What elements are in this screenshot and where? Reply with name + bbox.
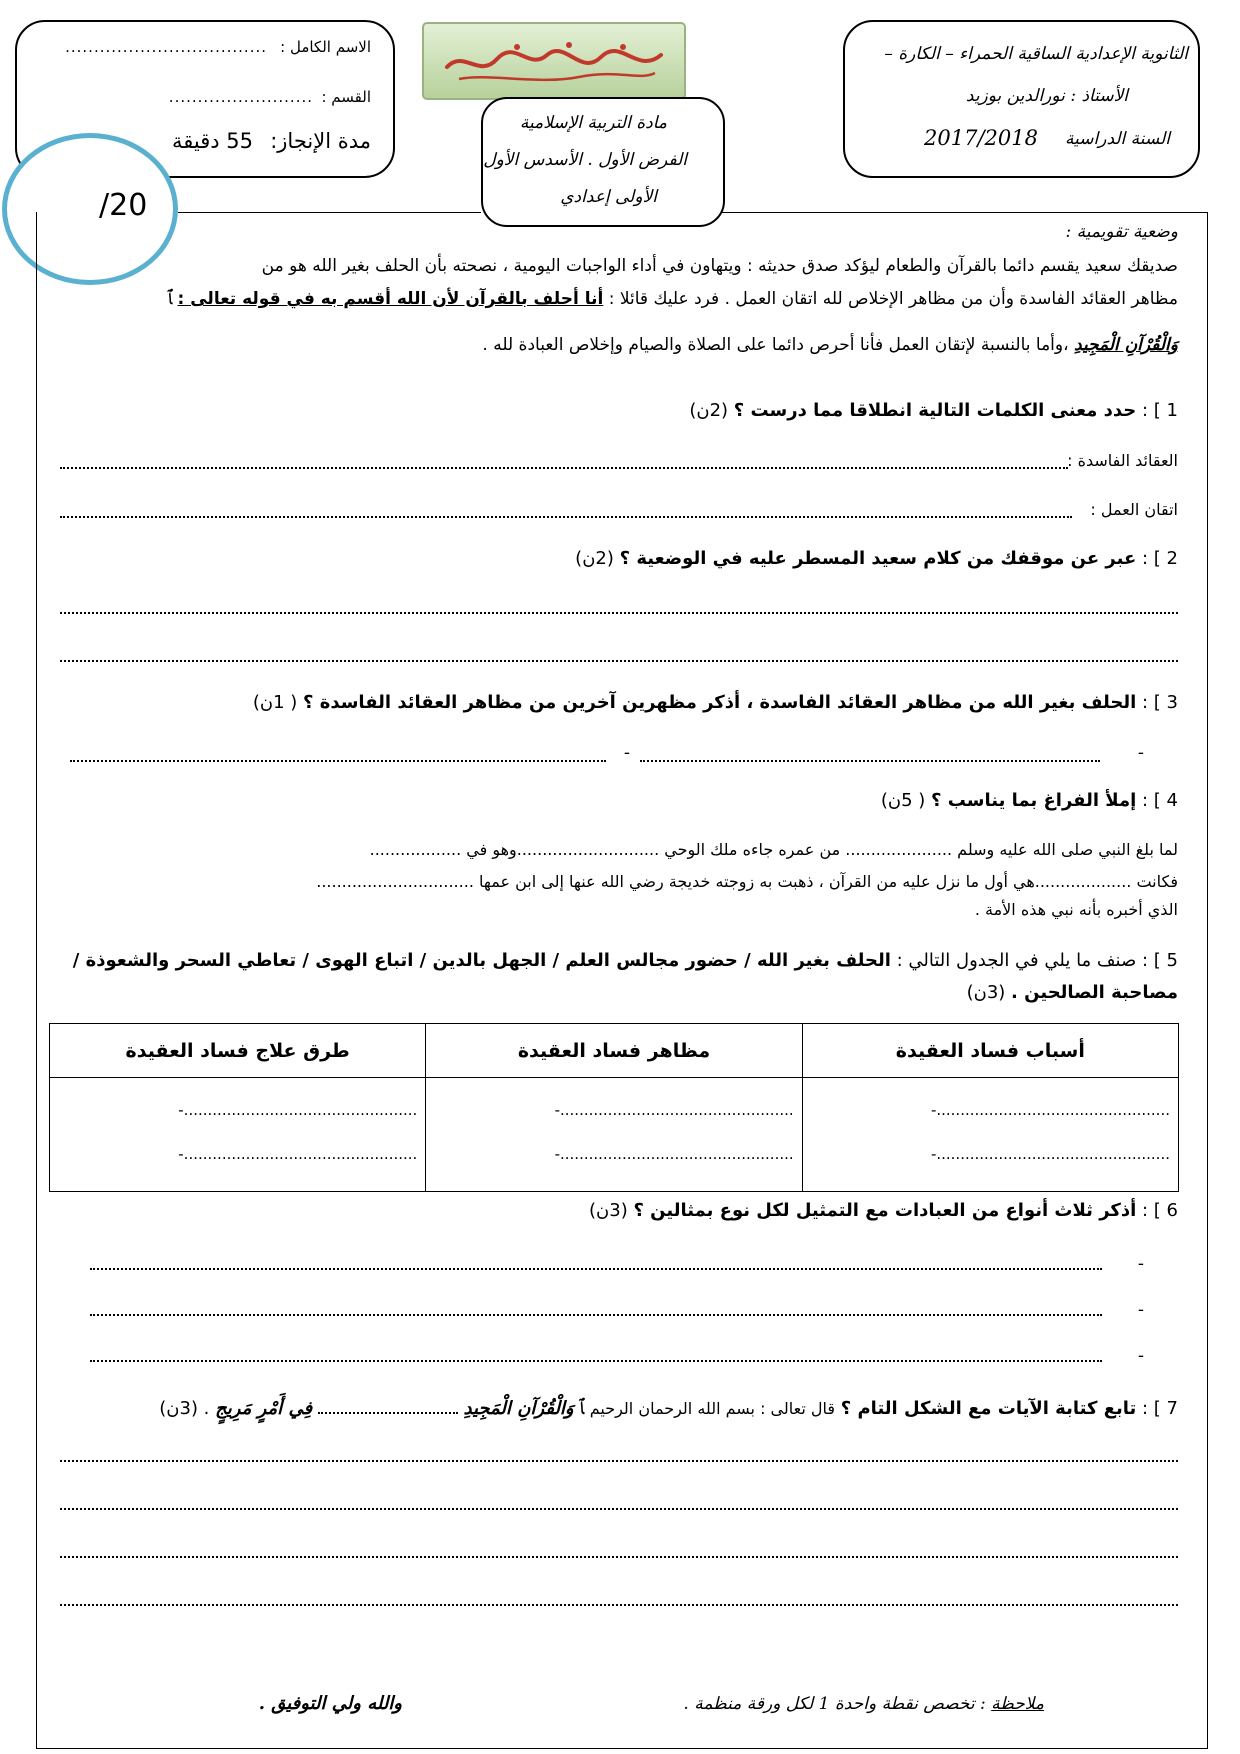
question-7-verse-start: وَالْقُرْآنِ الْمَجِيدِ	[463, 1398, 574, 1419]
quran-glyph-icon: ﭑ	[167, 289, 173, 309]
header-fix-methods: طرق علاج فساد العقيدة	[50, 1024, 426, 1078]
question-4-text: إملأ الفراغ بما يناسب ؟	[931, 790, 1137, 811]
q2-answer-line-2[interactable]	[60, 660, 1178, 662]
classification-table	[49, 1023, 1179, 1192]
question-3-text: الحلف بغير الله من مظاهر العقائد الفاسدة ، أذكر مظهرين آخرين من مظاهر العقائد الفاسدة ؟	[303, 692, 1137, 713]
quran-glyph-icon: ﭑ	[579, 1398, 584, 1419]
closing-text: والله ولي التوفيق .	[258, 1693, 402, 1714]
situation-title: وضعية تقويمية :	[1065, 222, 1178, 242]
duration-label: مدة الإنجاز:	[270, 129, 371, 153]
main-frame-top	[178, 212, 481, 213]
question-7-intro: قال تعالى : بسم الله الرحمان الرحيم	[589, 1399, 836, 1418]
footer-note-label: ملاحظة	[991, 1694, 1044, 1714]
question-7-verse-end: فِي أَمْرٍ مَرِيجٍ	[215, 1398, 313, 1419]
question-7-text: تابع كتابة الآيات مع الشكل التام ؟	[840, 1398, 1137, 1419]
q1-item-2-answer-line[interactable]	[60, 516, 1072, 518]
teacher-name: الأستاذ : نورالدين بوزيد	[965, 86, 1128, 106]
situation-verse: وَالْقُرْآنِ الْمَجِيدِ	[1074, 335, 1178, 355]
bismillah-calligraphy-icon	[419, 19, 689, 103]
question-2-number: 2 ] :	[1142, 548, 1178, 569]
question-5-items: الحلف بغير الله / حضور مجالس العلم / الجهل بالدين / اتباع الهوى / تعاطي السحر والشعوذة /	[72, 950, 891, 971]
question-2-text: عبر عن موقفك من كلام سعيد المسطر عليه في الوضعية ؟	[619, 548, 1137, 569]
situation-line-1: صديقك سعيد يقسم دائما بالقرآن والطعام ليؤكد صدق حديثه : ويتهاون في أداء الواجبات اليومية ، نصحته بأن الحلف بغير الله هو من	[261, 256, 1178, 276]
question-5-line-2	[967, 982, 1178, 1003]
school-year-label: السنة الدراسية	[1065, 129, 1170, 149]
situation-quote: أنا أحلف بالقرآن لأن الله أقسم به في قوله تعالى :	[177, 289, 604, 309]
question-2	[575, 548, 1178, 569]
q6-dash-3: -	[1137, 1346, 1144, 1366]
main-frame	[36, 212, 1208, 1749]
cell-line[interactable]: -.................................................	[178, 1101, 418, 1119]
q6-dash-1: -	[1137, 1254, 1144, 1274]
bismillah-logo	[419, 19, 689, 103]
question-6-points: (3ن)	[588, 1200, 628, 1221]
question-5-items-2: مصاحبة الصالحين .	[1011, 982, 1178, 1003]
cell-line[interactable]: -.................................................	[178, 1145, 418, 1163]
q7-answer-line-1[interactable]	[60, 1460, 1178, 1462]
question-2-points: (2ن)	[575, 548, 614, 569]
q3-answer-line-2[interactable]	[70, 760, 606, 762]
school-info-box	[843, 20, 1200, 178]
cell-line[interactable]: -.................................................	[554, 1101, 794, 1119]
header-causes: أسباب فساد العقيدة	[802, 1024, 1178, 1078]
class-field[interactable]: .........................	[168, 88, 313, 106]
question-7-points: . (3ن)	[159, 1398, 210, 1419]
q4-line-3: الذي أخبره بأنه نبي هذه الأمة .	[974, 900, 1178, 919]
question-4-number: 4 ] :	[1142, 790, 1178, 811]
situation-line-3	[482, 335, 1178, 355]
situation-line-2-text: مظاهر العقائد الفاسدة وأن من مظاهر الإخلاص لله اتقان العمل . فرد عليك قائلا :	[608, 289, 1178, 309]
question-4-points: ( 5ن)	[880, 790, 926, 811]
q4-line-2: فكانت ...................هي أول ما نزل عليه من القرآن ، ذهبت به زوجته خديجة رضي الله عنها إلى ابن عمها ...............................	[316, 872, 1178, 891]
question-5	[73, 950, 1178, 971]
main-frame-top-right	[721, 212, 1207, 213]
q6-answer-line-2[interactable]	[90, 1314, 1102, 1316]
cell-line[interactable]: -.................................................	[554, 1145, 794, 1163]
q3-dash-2: -	[623, 743, 630, 763]
question-6	[589, 1200, 1178, 1221]
class-label: القسم :	[321, 88, 371, 106]
footer-note-text: : تخصص نقطة واحدة 1 لكل ورقة منظمة .	[683, 1694, 986, 1714]
school-name: الثانوية الإعدادية الساقية الحمراء – الكارة –	[884, 44, 1188, 64]
duration-value: 55 دقيقة	[171, 129, 253, 153]
grade-level: الأولى إعدادي	[560, 187, 657, 207]
q1-item-1-answer-line[interactable]	[60, 467, 1068, 469]
q1-item-1-label: العقائد الفاسدة :	[1067, 451, 1178, 470]
question-1-points: (2ن)	[689, 400, 729, 421]
q2-answer-line-1[interactable]	[60, 612, 1178, 614]
school-year: 2017/2018	[924, 126, 1038, 150]
question-3	[253, 692, 1178, 713]
question-5-number: 5 ] :	[1142, 950, 1178, 971]
exam-title: الفرض الأول . الأسدس الأول	[483, 150, 687, 170]
q6-dash-2: -	[1137, 1300, 1144, 1320]
table-cell-manifestations[interactable]	[426, 1078, 802, 1192]
question-6-text: أذكر ثلاث أنواع من العبادات مع التمثيل لكل نوع بمثالين ؟	[633, 1200, 1137, 1221]
score-value: /20	[99, 188, 148, 223]
q7-answer-line-4[interactable]	[60, 1604, 1178, 1606]
name-label: الاسم الكامل :	[280, 38, 371, 56]
q4-line-1: لما بلغ النبي صلى الله عليه وسلم ..................... من عمره جاءه ملك الوحي ............................وهو في ..................	[369, 840, 1178, 859]
question-3-points: ( 1ن)	[252, 692, 298, 713]
q3-answer-line-1[interactable]	[640, 760, 1100, 762]
situation-line-3-text: ،وأما بالنسبة لإتقان العمل فأنا أحرص دائما على الصلاة والصيام وإخلاص العبادة لله .	[482, 335, 1069, 355]
question-6-number: 6 ] :	[1142, 1200, 1178, 1221]
question-7-number: 7 ] :	[1142, 1398, 1178, 1419]
question-5-text: صنف ما يلي في الجدول التالي :	[896, 950, 1137, 971]
question-1-number: 1 ] :	[1142, 400, 1178, 421]
subject-name: مادة التربية الإسلامية	[519, 113, 667, 133]
cell-line[interactable]: -.................................................	[930, 1101, 1170, 1119]
table-cell-causes[interactable]	[802, 1078, 1178, 1192]
question-5-points: (3ن)	[966, 982, 1006, 1003]
question-1-text: حدد معنى الكلمات التالية انطلاقا مما درست ؟	[733, 400, 1137, 421]
q6-answer-line-3[interactable]	[90, 1360, 1102, 1362]
q7-answer-line-3[interactable]	[60, 1556, 1178, 1558]
question-4	[881, 790, 1178, 811]
q1-item-2-label: اتقان العمل :	[1090, 500, 1178, 519]
table-answer-row	[50, 1078, 1179, 1192]
q7-answer-line-2[interactable]	[60, 1508, 1178, 1510]
subject-info-box	[481, 97, 725, 227]
question-7-gap[interactable]	[318, 1412, 458, 1414]
header-manifestations: مظاهر فساد العقيدة	[426, 1024, 802, 1078]
q3-dash-1: -	[1137, 743, 1144, 763]
question-1	[689, 400, 1178, 421]
question-3-number: 3 ] :	[1142, 692, 1178, 713]
name-field[interactable]: ...................................	[65, 38, 267, 56]
cell-line[interactable]: -.................................................	[930, 1145, 1170, 1163]
table-header-row	[50, 1024, 1179, 1078]
table-cell-fix[interactable]	[50, 1078, 426, 1192]
q6-answer-line-1[interactable]	[90, 1268, 1102, 1270]
footer-note	[683, 1694, 1044, 1714]
question-7	[159, 1398, 1178, 1419]
situation-line-2	[168, 289, 1178, 309]
